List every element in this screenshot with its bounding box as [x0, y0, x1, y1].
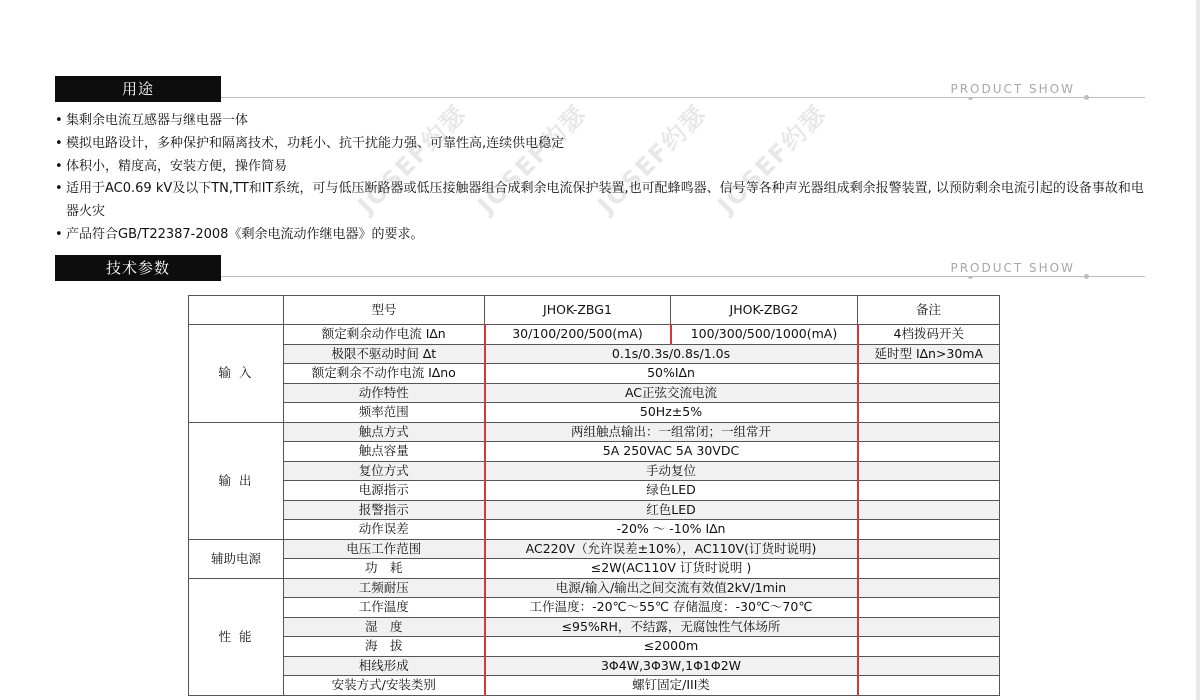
feature-item: • 模拟电路设计，多种保护和隔离技术，功耗小、抗干扰能力强、可靠性高,连续供电稳定 [55, 133, 1147, 156]
param-value-1: 30/100/200/500(mA) [485, 325, 671, 345]
table-row [189, 442, 1000, 462]
param-name: 电源指示 [284, 481, 485, 501]
header-model: 型号 [284, 296, 485, 325]
param-value: 50%I∆n [485, 364, 858, 384]
table-row [189, 364, 1000, 384]
param-value: 绿色LED [485, 481, 858, 501]
param-name: 动作特性 [284, 383, 485, 403]
param-value: 两组触点输出：一组常闭；一组常开 [485, 422, 858, 442]
param-value: AC220V（允许误差±10%），AC110V(订货时说明) [485, 539, 858, 559]
param-remark: 延时型 I∆n>30mA [858, 344, 1000, 364]
table-row [189, 676, 1000, 696]
param-remark [858, 578, 1000, 598]
param-remark [858, 637, 1000, 657]
param-remark [858, 676, 1000, 696]
table-row [189, 637, 1000, 657]
param-remark [858, 383, 1000, 403]
param-name: 触点容量 [284, 442, 485, 462]
feature-item: • 产品符合GB/T22387-2008《剩余电流动作继电器》的要求。 [55, 224, 1147, 247]
product-show-tag: PRODUCT SHOW [942, 81, 1083, 97]
param-remark [858, 617, 1000, 637]
param-value: 5A 250VAC 5A 30VDC [485, 442, 858, 462]
table-row [189, 461, 1000, 481]
param-name: 电压工作范围 [284, 539, 485, 559]
table-row [189, 656, 1000, 676]
param-value: AC正弦交流电流 [485, 383, 858, 403]
table-row [189, 578, 1000, 598]
param-value-2: 100/300/500/1000(mA) [671, 325, 858, 345]
table-row [189, 403, 1000, 423]
param-name: 触点方式 [284, 422, 485, 442]
feature-item: • 体积小，精度高，安装方便，操作简易 [55, 156, 1147, 179]
spec-table [188, 295, 1000, 696]
usage-section-header [55, 76, 1145, 102]
header-model-2: JHOK-ZBG2 [671, 296, 858, 325]
param-name: 工频耐压 [284, 578, 485, 598]
param-remark [858, 403, 1000, 423]
param-name: 相线形成 [284, 656, 485, 676]
param-value: 红色LED [485, 500, 858, 520]
param-remark [858, 364, 1000, 384]
param-remark [858, 520, 1000, 540]
param-name: 极限不驱动时间 ∆t [284, 344, 485, 364]
usage-section-title: 用途 [55, 76, 221, 102]
divider-dot [1084, 95, 1089, 100]
param-remark [858, 461, 1000, 481]
table-corner-cell [189, 296, 284, 325]
watermark-logo: JOSEF约瑟 [352, 99, 473, 220]
table-header-row [189, 296, 1000, 325]
table-row [189, 481, 1000, 501]
param-name: 工作温度 [284, 598, 485, 618]
table-row [189, 422, 1000, 442]
param-value: 螺钉固定/III类 [485, 676, 858, 696]
table-row [189, 598, 1000, 618]
param-value: 3Φ4W,3Φ3W,1Φ1Φ2W [485, 656, 858, 676]
param-remark [858, 559, 1000, 579]
table-row [189, 617, 1000, 637]
param-name: 额定剩余不动作电流 I∆no [284, 364, 485, 384]
param-value: 手动复位 [485, 461, 858, 481]
param-remark [858, 539, 1000, 559]
table-row [189, 559, 1000, 579]
watermark-logo: JOSEF约瑟 [712, 99, 833, 220]
param-remark [858, 422, 1000, 442]
params-section-header [55, 255, 1145, 281]
feature-item: • 适用于AC0.69 kV及以下TN,TT和IT系统，可与低压断路器或低压接触器组合成剩余电流保护装置,也可配蜂鸣器、信号等各种声光器组成剩余报警装置, 以预防剩余电流引起的设备事故和电器火灾 [55, 178, 1147, 224]
param-name: 功 耗 [284, 559, 485, 579]
param-name: 报警指示 [284, 500, 485, 520]
param-value: 工作温度：-20℃～55℃ 存储温度：-30℃～70℃ [485, 598, 858, 618]
scrollbar-track[interactable] [1196, 0, 1200, 700]
feature-item: • 集剩余电流互感器与继电器一体 [55, 110, 1147, 133]
param-name: 海 拔 [284, 637, 485, 657]
group-output: 输 出 [189, 422, 284, 539]
param-value: -20% ～ -10% I∆n [485, 520, 858, 540]
section-divider [221, 276, 1145, 277]
group-performance: 性 能 [189, 578, 284, 695]
param-value: ≤2000m [485, 637, 858, 657]
group-input: 输 入 [189, 325, 284, 423]
table-row [189, 500, 1000, 520]
header-remark: 备注 [858, 296, 1000, 325]
param-remark: 4档拨码开关 [858, 325, 1000, 345]
divider-dot [1084, 274, 1089, 279]
param-remark [858, 598, 1000, 618]
product-show-tag: PRODUCT SHOW [942, 260, 1083, 276]
table-row [189, 520, 1000, 540]
param-name: 湿 度 [284, 617, 485, 637]
table-row [189, 383, 1000, 403]
param-value: ≤2W(AC110V 订货时说明 ) [485, 559, 858, 579]
param-value: 0.1s/0.3s/0.8s/1.0s [485, 344, 858, 364]
param-remark [858, 481, 1000, 501]
params-section-title: 技术参数 [55, 255, 221, 281]
param-remark [858, 442, 1000, 462]
param-value: ≤95%RH，不结露，无腐蚀性气体场所 [485, 617, 858, 637]
param-value: 50Hz±5% [485, 403, 858, 423]
feature-list [55, 110, 1147, 247]
param-name: 安装方式/安装类别 [284, 676, 485, 696]
param-name: 复位方式 [284, 461, 485, 481]
table-row [189, 539, 1000, 559]
header-model-1: JHOK-ZBG1 [485, 296, 671, 325]
section-divider [221, 97, 1145, 98]
param-name: 频率范围 [284, 403, 485, 423]
group-aux-power: 辅助电源 [189, 539, 284, 578]
param-name: 额定剩余动作电流 I∆n [284, 325, 485, 345]
table-row [189, 325, 1000, 345]
watermark-logo: JOSEF约瑟 [472, 99, 593, 220]
table-row [189, 344, 1000, 364]
param-remark [858, 656, 1000, 676]
param-value: 电源/输入/输出之间交流有效值2kV/1min [485, 578, 858, 598]
param-name: 动作误差 [284, 520, 485, 540]
param-remark [858, 500, 1000, 520]
watermark-logo: JOSEF约瑟 [592, 99, 713, 220]
